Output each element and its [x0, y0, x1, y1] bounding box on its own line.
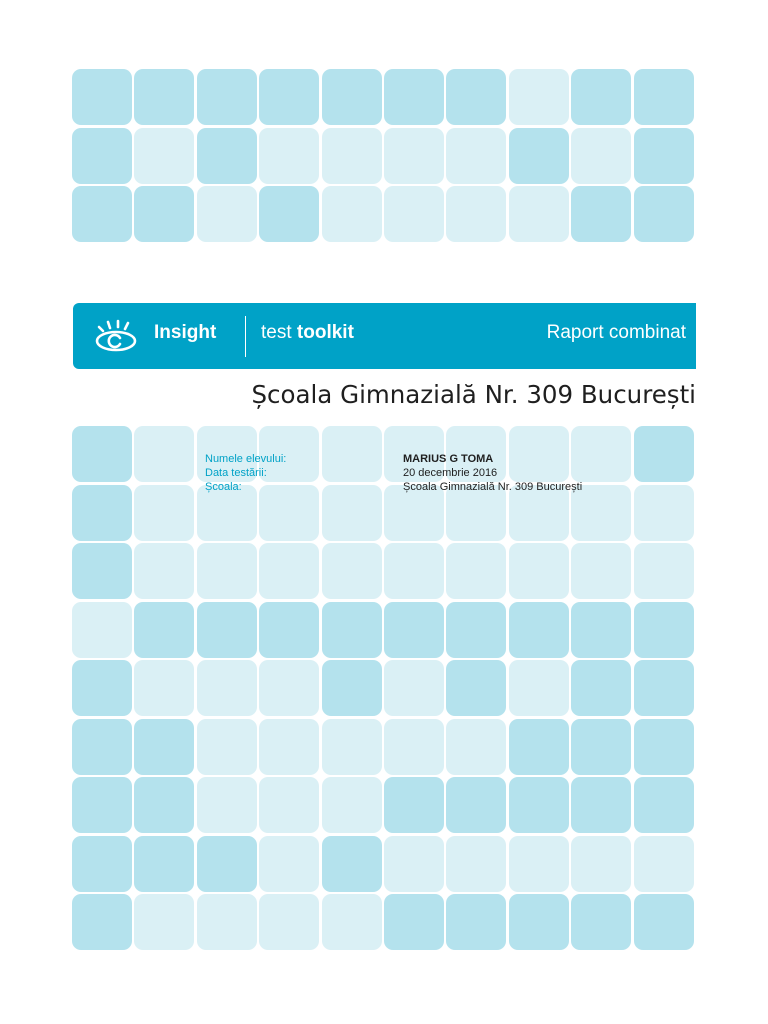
decorative-tile	[322, 69, 382, 125]
brand-name: Insight	[154, 322, 217, 343]
decorative-tile	[634, 543, 694, 599]
school-value: Școala Gimnazială Nr. 309 București	[403, 481, 583, 493]
decorative-tile	[634, 69, 694, 125]
decorative-tile	[134, 186, 194, 242]
decorative-tile	[259, 186, 319, 242]
decorative-tile	[384, 719, 444, 775]
decorative-tile	[509, 777, 569, 833]
decorative-tile	[634, 128, 694, 184]
decorative-tile	[134, 719, 194, 775]
decorative-tile	[197, 894, 257, 950]
decorative-tile	[509, 543, 569, 599]
decorative-tile	[634, 602, 694, 658]
decorative-tile	[72, 660, 132, 716]
product-bold: toolkit	[296, 322, 354, 343]
decorative-tile	[322, 836, 382, 892]
decorative-tile	[197, 543, 257, 599]
decorative-tile	[72, 426, 132, 482]
decorative-tile	[197, 602, 257, 658]
bottom-decorative-tile-grid	[72, 426, 696, 950]
decorative-tile	[384, 128, 444, 184]
decorative-tile	[322, 660, 382, 716]
decorative-tile	[634, 719, 694, 775]
decorative-tile	[509, 836, 569, 892]
decorative-tile	[72, 836, 132, 892]
decorative-tile	[634, 894, 694, 950]
decorative-tile	[197, 128, 257, 184]
student-info-block	[205, 452, 582, 494]
decorative-tile	[509, 602, 569, 658]
decorative-tile	[509, 128, 569, 184]
decorative-tile	[634, 660, 694, 716]
product-name	[261, 322, 354, 344]
decorative-tile	[384, 836, 444, 892]
decorative-tile	[446, 602, 506, 658]
decorative-tile	[197, 660, 257, 716]
decorative-tile	[259, 69, 319, 125]
decorative-tile	[72, 186, 132, 242]
decorative-tile	[72, 485, 132, 541]
decorative-tile	[446, 186, 506, 242]
decorative-tile	[384, 186, 444, 242]
decorative-tile	[259, 602, 319, 658]
decorative-tile	[72, 777, 132, 833]
decorative-tile	[634, 777, 694, 833]
decorative-tile	[72, 602, 132, 658]
date-label: Data testării:	[205, 467, 267, 479]
decorative-tile	[134, 426, 194, 482]
banner-divider	[245, 316, 246, 357]
decorative-tile	[72, 69, 132, 125]
decorative-tile	[446, 777, 506, 833]
decorative-tile	[259, 543, 319, 599]
decorative-tile	[384, 543, 444, 599]
decorative-tile	[384, 660, 444, 716]
student-row	[205, 452, 582, 466]
decorative-tile	[634, 426, 694, 482]
report-type: Raport combinat	[546, 322, 686, 343]
decorative-tile	[446, 543, 506, 599]
decorative-tile	[446, 719, 506, 775]
decorative-tile	[134, 128, 194, 184]
decorative-tile	[72, 719, 132, 775]
decorative-tile	[571, 894, 631, 950]
date-value: 20 decembrie 2016	[403, 467, 498, 479]
decorative-tile	[322, 719, 382, 775]
decorative-tile	[259, 777, 319, 833]
decorative-tile	[571, 128, 631, 184]
decorative-tile	[571, 186, 631, 242]
decorative-tile	[134, 543, 194, 599]
decorative-tile	[509, 719, 569, 775]
decorative-tile	[134, 836, 194, 892]
decorative-tile	[322, 186, 382, 242]
decorative-tile	[322, 543, 382, 599]
decorative-tile	[571, 777, 631, 833]
decorative-tile	[259, 719, 319, 775]
decorative-tile	[571, 69, 631, 125]
decorative-tile	[446, 836, 506, 892]
decorative-tile	[322, 894, 382, 950]
student-value: MARIUS G TOMA	[403, 453, 494, 465]
school-label: Școala:	[205, 481, 242, 493]
decorative-tile	[72, 128, 132, 184]
product-prefix: test	[261, 322, 297, 343]
decorative-tile	[197, 719, 257, 775]
student-label: Numele elevului:	[205, 453, 287, 465]
decorative-tile	[322, 602, 382, 658]
decorative-tile	[384, 69, 444, 125]
decorative-tile	[322, 128, 382, 184]
decorative-tile	[197, 69, 257, 125]
decorative-tile	[509, 186, 569, 242]
school-title: Școala Gimnazială Nr. 309 București	[251, 380, 696, 409]
top-decorative-tile-grid	[72, 69, 696, 242]
school-row	[205, 480, 582, 494]
decorative-tile	[634, 485, 694, 541]
decorative-tile	[72, 894, 132, 950]
decorative-tile	[322, 777, 382, 833]
decorative-tile	[197, 777, 257, 833]
decorative-tile	[259, 128, 319, 184]
decorative-tile	[197, 836, 257, 892]
decorative-tile	[384, 602, 444, 658]
decorative-tile	[197, 186, 257, 242]
decorative-tile	[571, 602, 631, 658]
decorative-tile	[134, 69, 194, 125]
decorative-tile	[384, 894, 444, 950]
decorative-tile	[259, 894, 319, 950]
decorative-tile	[446, 894, 506, 950]
header-banner	[73, 303, 696, 369]
eye-logo-icon	[91, 317, 137, 355]
decorative-tile	[134, 602, 194, 658]
decorative-tile	[571, 543, 631, 599]
decorative-tile	[634, 836, 694, 892]
date-row	[205, 466, 582, 480]
decorative-tile	[134, 485, 194, 541]
decorative-tile	[446, 660, 506, 716]
decorative-tile	[134, 894, 194, 950]
decorative-tile	[259, 660, 319, 716]
decorative-tile	[571, 660, 631, 716]
decorative-tile	[134, 660, 194, 716]
decorative-tile	[446, 69, 506, 125]
decorative-tile	[446, 128, 506, 184]
decorative-tile	[634, 186, 694, 242]
decorative-tile	[509, 660, 569, 716]
decorative-tile	[571, 836, 631, 892]
decorative-tile	[571, 719, 631, 775]
decorative-tile	[72, 543, 132, 599]
decorative-tile	[134, 777, 194, 833]
decorative-tile	[259, 836, 319, 892]
decorative-tile	[384, 777, 444, 833]
decorative-tile	[509, 69, 569, 125]
decorative-tile	[509, 894, 569, 950]
